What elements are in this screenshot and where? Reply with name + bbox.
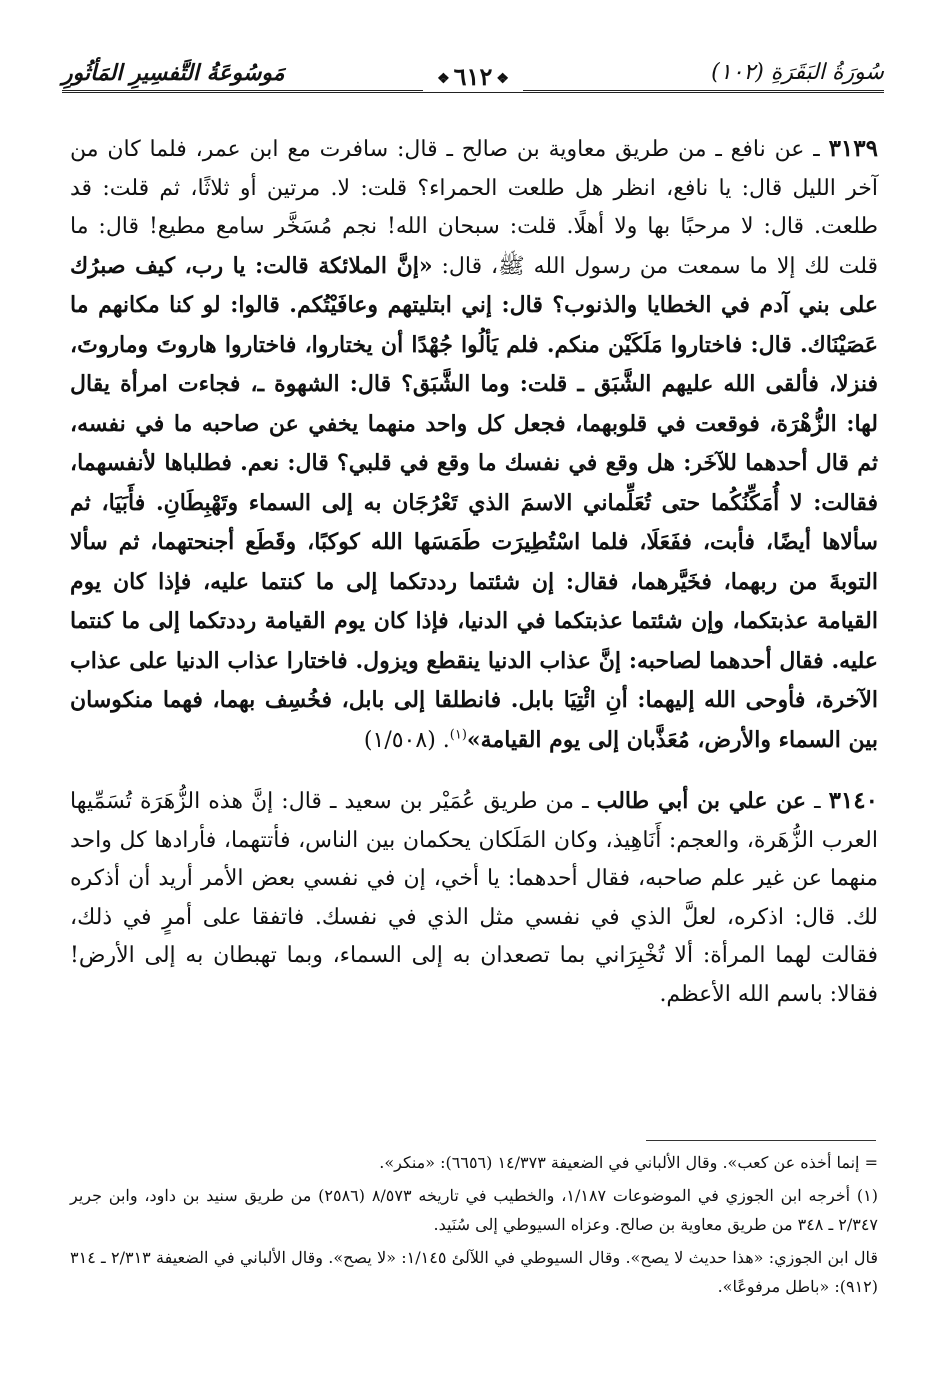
footnote: = إنما أخذه عن كعب». وقال الألباني في الضعيفة ١٤/٣٧٣ (٦٦٥٦): «منكر». <box>379 1153 878 1172</box>
main-text <box>70 130 878 1014</box>
book-title: مَوسُوعَةُ التَّفسِيرِ المَأثُورِ <box>62 60 285 86</box>
entry-number: ٣١٤٠ <box>828 787 878 814</box>
surah-title: سُورَةُ البَقَرَةِ (١٠٢) <box>711 60 884 85</box>
entry-text: ـ من طريق عُمَيْر بن سعيد ـ قال: إنَّ هذه الزُّهَرَة تُسَمِّيها العرب الزُّهَرة، والعجم: أَنَاهِيذ، وكان المَلَكان يحكمان بين الناس، فأتتهما، فأرادها كل واحد منهما عن غير علم صاحبه، فقال أحدهما: يا أخي، إن في نفسي بعض الأمر أريد أن أذكره لك. قال: اذكره، لعلَّ الذي في نفسي مثل الذي في نفسك. فاتفقا على أمرٍ في ذلك، فقالت لهما المرأة: ألا تُخْبِرَاني بما تصعدان به إلى السماء، وبما تهبطان به إلى الأرض! فقالا: باسم الله الأعظم. <box>70 789 878 1007</box>
footnotes <box>70 1148 878 1305</box>
hadith-quote: «إنَّ الملائكة قالت: يا رب، كيف صبرُك على بني آدم في الخطايا والذنوب؟ قال: إني ابتليتهم وعافَيْتُكم. قالوا: لو كنا مكانهم ما عَصَيْنَاك. قال: فاختاروا مَلَكَيْن منكم. فلم يَألُوا جُهْدًا أن يختاروا، فاختاروا هاروتَ وماروتَ، فنزلا، فألقى الله عليهم الشَّبَق ـ قلت: وما الشَّبَق؟ قال: الشهوة ـ، فجاءت امرأة يقال لها: الزُّهْرَة، فوقعت في قلوبهما، فجعل كل واحد منهما يخفي عن صاحبه ما في نفسه، ثم قال أحدهما للآخَر: هل وقع في نفسك ما وقع في قلبي؟ قال: نعم. فطلباها لأنفسهما، فقالت: لا أُمَكِّنُكُما حتى تُعَلِّماني الاسمَ الذي تَعْرُجَان به إلى السماء وتَهْبِطَانِ. فأَبَيَا، ثم سألاها أيضًا، فأبت، ففَعَلَا، فلما اسْتُطِيرَت طَمَسَها الله كوكبًا، وقَطَع أجنحتهما، ثم سألا التوبةَ من ربهما، فخَيَّرهما، فقال: إن شئتما رددتكما إلى ما كنتما عليه، فإذا كان يوم القيامة عذبتكما، وإن شئتما عذبتكما في الدنيا، فإذا كان يوم القيامة رددتكما إلى ما كنتما عليه. فقال أحدهما لصاحبه: إنَّ عذاب الدنيا ينقطع ويزول. فاختارا عذاب الدنيا على عذاب الآخرة، فأوحى الله إليهما: أنِ ائْتِيَا بابل. فانطلقا إلى بابل، فخُسِف بهما، فهما منكوسان بين السماء والأرض، مُعَذَّبان إلى يوم القيامة» <box>70 252 879 753</box>
entry-text: ـ عن نافع ـ من طريق معاوية بن صالح ـ قال: سافرت مع ابن عمر، فلما كان من آخر الليل قال: يا نافع، انظر هل طلعت الحمراء؟ قلت: لا. مرتين أو ثلاثًا، ثم قلت: قد طلعت. قال: لا مرحبًا بها ولا أهلًا. قلت: سبحان الله! نجم مُسَخَّر سامع مطيع! قال: ما قلت لك إلا ما سمعت من رسول الله ﷺ، قال: <box>70 137 878 279</box>
footnote-divider <box>646 1140 876 1141</box>
entry-paragraph: ٣١٤٠ ـ عن علي بن أبي طالب ـ من طريق عُمَيْر بن سعيد ـ قال: إنَّ هذه الزُّهَرَة تُسَمِّيها العرب الزُّهَرة، والعجم: أَنَاهِيذ، وكان المَلَكان يحكمان بين الناس، فأتتهما، فأرادها كل واحد منهما عن غير علم صاحبه، فقال أحدهما: يا أخي، إن في نفسي بعض الأمر أريد أن أذكره لك. قال: اذكره، لعلَّ الذي في نفسي مثل الذي في نفسك. فاتفقا على أمرٍ في ذلك، فقالت لهما المرأة: ألا تُخْبِرَاني بما تصعدان به إلى السماء، وبما تهبطان به إلى الأرض! فقالا: باسم الله الأعظم. <box>70 787 878 1007</box>
page-number: ٦١٢ <box>453 62 493 91</box>
entry-paragraph <box>70 130 878 760</box>
footnote: (١) أخرجه ابن الجوزي في الموضوعات ١/١٨٧، والخطيب في تاريخه ٨/٥٧٣ (٢٥٨٦) من طريق سنيد بن داود، وابن جرير ٢/٣٤٧ ـ ٣٤٨ من طريق معاوية بن صالح. وعزاه السيوطي إلى سُنَيد. <box>70 1186 879 1234</box>
narrator: عن علي بن أبي طالب <box>596 788 807 814</box>
entry-number: ٣١٣٩ <box>828 135 878 162</box>
entry-tail: . (١/٥٠٨) <box>363 727 450 753</box>
ornament-icon: ❖ <box>496 70 509 87</box>
page-header <box>62 58 884 98</box>
footnote: قال ابن الجوزي: «هذا حديث لا يصح». وقال السيوطي في اللآلئ ١/١٤٥: «لا يصح». وقال الألباني في الضعيفة ٢/٣١٣ ـ ٣١٤ (٩١٢): «باطل مرفوعًا». <box>70 1248 878 1296</box>
ornament-icon: ❖ <box>437 70 450 87</box>
page-number-box <box>423 62 523 91</box>
footnote-ref[interactable]: (١) <box>449 727 467 743</box>
